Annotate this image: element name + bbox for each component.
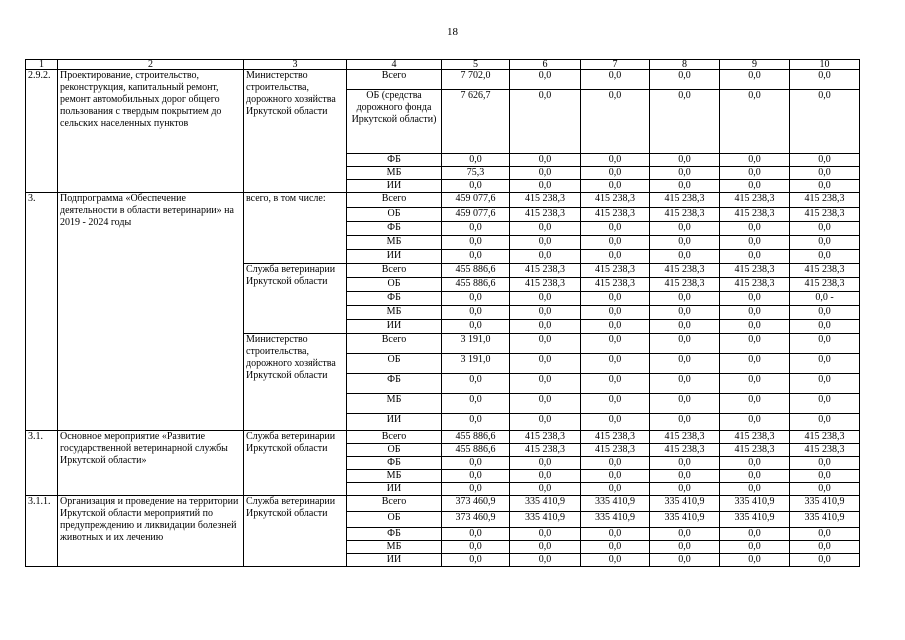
funding-source: МБ xyxy=(347,394,442,414)
amount-cell: 415 238,3 xyxy=(790,264,860,278)
amount-cell: 0,0 xyxy=(790,167,860,180)
amount-cell: 415 238,3 xyxy=(790,208,860,222)
amount-cell: 75,3 xyxy=(442,167,510,180)
amount-cell: 0,0 xyxy=(650,250,720,264)
funding-source: ИИ xyxy=(347,320,442,334)
funding-source: ИИ xyxy=(347,414,442,431)
amount-cell: 0,0 xyxy=(790,306,860,320)
amount-cell: 0,0 xyxy=(442,541,510,554)
amount-cell: 0,0 xyxy=(442,180,510,193)
amount-cell: 0,0 xyxy=(581,394,650,414)
amount-cell: 0,0 xyxy=(510,90,581,154)
amount-cell: 0,0 xyxy=(442,470,510,483)
funding-source: ФБ xyxy=(347,457,442,470)
amount-cell: 0,0 xyxy=(650,554,720,567)
item-name: Подпрограмма «Обеспечение деятельности в области ветеринарии» на 2019 - 2024 годы xyxy=(58,193,244,431)
item-code: 3. xyxy=(26,193,58,431)
amount-cell: 0,0 xyxy=(510,222,581,236)
item-name: Организация и проведение на территории Иркутской области мероприятий по предупреждению и ликвидации болезней животных и их лечению xyxy=(58,496,244,567)
column-header: 5 xyxy=(442,60,510,70)
amount-cell: 0,0 xyxy=(790,334,860,354)
amount-cell: 455 886,6 xyxy=(442,431,510,444)
funding-source: Всего xyxy=(347,431,442,444)
funding-source: ФБ xyxy=(347,154,442,167)
amount-cell: 0,0 xyxy=(442,414,510,431)
amount-cell: 0,0 xyxy=(650,154,720,167)
amount-cell: 415 238,3 xyxy=(650,431,720,444)
amount-cell: 335 410,9 xyxy=(581,496,650,512)
funding-source: ОБ xyxy=(347,278,442,292)
amount-cell: 0,0 xyxy=(581,70,650,90)
amount-cell: 0,0 xyxy=(510,292,581,306)
amount-cell: 0,0 xyxy=(581,470,650,483)
amount-cell: 0,0 xyxy=(510,554,581,567)
item-code: 3.1.1. xyxy=(26,496,58,567)
funding-source: ФБ xyxy=(347,528,442,541)
amount-cell: 0,0 xyxy=(581,90,650,154)
funding-source: МБ xyxy=(347,236,442,250)
executor-cell: Служба ветеринарии Иркутской области xyxy=(244,431,347,496)
amount-cell: 0,0 xyxy=(790,154,860,167)
amount-cell: 0,0 xyxy=(720,320,790,334)
executor-cell: Служба ветеринарии Иркутской области xyxy=(244,264,347,334)
amount-cell: 0,0 xyxy=(790,222,860,236)
amount-cell: 415 238,3 xyxy=(510,208,581,222)
funding-source: ОБ xyxy=(347,354,442,374)
funding-source: МБ xyxy=(347,470,442,483)
amount-cell: 0,0 xyxy=(790,554,860,567)
amount-cell: 0,0 xyxy=(720,154,790,167)
amount-cell: 0,0 xyxy=(442,483,510,496)
amount-cell: 0,0 xyxy=(650,457,720,470)
amount-cell: 0,0 xyxy=(510,528,581,541)
amount-cell: 0,0 xyxy=(790,541,860,554)
amount-cell: 0,0 xyxy=(790,90,860,154)
amount-cell: 0,0 xyxy=(510,354,581,374)
amount-cell: 0,0 xyxy=(720,394,790,414)
amount-cell: 0,0 xyxy=(442,154,510,167)
amount-cell: 0,0 xyxy=(720,470,790,483)
amount-cell: 0,0 xyxy=(510,470,581,483)
column-header: 1 xyxy=(26,60,58,70)
funding-source: ИИ xyxy=(347,483,442,496)
amount-cell: 3 191,0 xyxy=(442,354,510,374)
amount-cell: 415 238,3 xyxy=(581,193,650,208)
amount-cell: 0,0 xyxy=(442,528,510,541)
amount-cell: 0,0 xyxy=(790,394,860,414)
amount-cell: 0,0 xyxy=(790,250,860,264)
amount-cell: 0,0 xyxy=(650,374,720,394)
amount-cell: 0,0 xyxy=(581,292,650,306)
amount-cell: 0,0 - xyxy=(790,292,860,306)
amount-cell: 0,0 xyxy=(720,414,790,431)
table-row xyxy=(26,496,860,512)
amount-cell: 415 238,3 xyxy=(720,278,790,292)
funding-source: МБ xyxy=(347,541,442,554)
funding-source: ОБ xyxy=(347,208,442,222)
amount-cell: 0,0 xyxy=(510,306,581,320)
amount-cell: 0,0 xyxy=(442,320,510,334)
amount-cell: 335 410,9 xyxy=(720,512,790,528)
amount-cell: 0,0 xyxy=(790,236,860,250)
amount-cell: 0,0 xyxy=(510,167,581,180)
executor-cell: Министерство строительства, дорожного хозяйства Иркутской области xyxy=(244,70,347,193)
amount-cell: 415 238,3 xyxy=(581,278,650,292)
amount-cell: 335 410,9 xyxy=(720,496,790,512)
funding-source: Всего xyxy=(347,264,442,278)
amount-cell: 415 238,3 xyxy=(650,193,720,208)
amount-cell: 3 191,0 xyxy=(442,334,510,354)
amount-cell: 415 238,3 xyxy=(510,444,581,457)
amount-cell: 0,0 xyxy=(510,70,581,90)
amount-cell: 335 410,9 xyxy=(510,512,581,528)
table-row xyxy=(26,70,860,90)
amount-cell: 0,0 xyxy=(720,70,790,90)
amount-cell: 415 238,3 xyxy=(720,208,790,222)
amount-cell: 415 238,3 xyxy=(510,264,581,278)
amount-cell: 415 238,3 xyxy=(720,264,790,278)
column-header: 3 xyxy=(244,60,347,70)
column-header: 4 xyxy=(347,60,442,70)
amount-cell: 0,0 xyxy=(720,180,790,193)
amount-cell: 0,0 xyxy=(720,222,790,236)
amount-cell: 0,0 xyxy=(510,154,581,167)
amount-cell: 455 886,6 xyxy=(442,444,510,457)
amount-cell: 0,0 xyxy=(581,374,650,394)
funding-source: ИИ xyxy=(347,554,442,567)
amount-cell: 0,0 xyxy=(442,306,510,320)
amount-cell: 0,0 xyxy=(650,292,720,306)
amount-cell: 0,0 xyxy=(720,250,790,264)
table-row xyxy=(26,431,860,444)
amount-cell: 7 626,7 xyxy=(442,90,510,154)
amount-cell: 335 410,9 xyxy=(790,496,860,512)
executor-cell: Служба ветеринарии Иркутской области xyxy=(244,496,347,567)
amount-cell: 0,0 xyxy=(442,394,510,414)
amount-cell: 0,0 xyxy=(720,528,790,541)
amount-cell: 0,0 xyxy=(790,528,860,541)
amount-cell: 0,0 xyxy=(442,374,510,394)
amount-cell: 415 238,3 xyxy=(720,193,790,208)
amount-cell: 0,0 xyxy=(650,414,720,431)
amount-cell: 0,0 xyxy=(650,394,720,414)
amount-cell: 0,0 xyxy=(510,180,581,193)
amount-cell: 0,0 xyxy=(650,470,720,483)
column-header: 7 xyxy=(581,60,650,70)
amount-cell: 0,0 xyxy=(581,236,650,250)
item-name: Проектирование, строительство, реконструкция, капитальный ремонт, ремонт автомобильных дорог общего пользования с твердым покрытием до сельских населенных пунктов xyxy=(58,70,244,193)
amount-cell: 0,0 xyxy=(720,167,790,180)
budget-table xyxy=(25,59,860,567)
funding-source: ОБ xyxy=(347,512,442,528)
column-header: 8 xyxy=(650,60,720,70)
amount-cell: 0,0 xyxy=(581,354,650,374)
executor-cell: всего, в том числе: xyxy=(244,193,347,264)
amount-cell: 0,0 xyxy=(650,541,720,554)
funding-source: ИИ xyxy=(347,250,442,264)
amount-cell: 335 410,9 xyxy=(510,496,581,512)
funding-source: МБ xyxy=(347,306,442,320)
amount-cell: 455 886,6 xyxy=(442,264,510,278)
amount-cell: 0,0 xyxy=(790,414,860,431)
amount-cell: 0,0 xyxy=(790,70,860,90)
item-code: 3.1. xyxy=(26,431,58,496)
amount-cell: 0,0 xyxy=(790,354,860,374)
amount-cell: 455 886,6 xyxy=(442,278,510,292)
item-code: 2.9.2. xyxy=(26,70,58,193)
amount-cell: 0,0 xyxy=(650,320,720,334)
amount-cell: 415 238,3 xyxy=(650,444,720,457)
amount-cell: 0,0 xyxy=(720,306,790,320)
amount-cell: 415 238,3 xyxy=(581,264,650,278)
amount-cell: 0,0 xyxy=(510,236,581,250)
amount-cell: 0,0 xyxy=(581,334,650,354)
amount-cell: 335 410,9 xyxy=(581,512,650,528)
amount-cell: 0,0 xyxy=(720,554,790,567)
amount-cell: 415 238,3 xyxy=(510,193,581,208)
funding-source: ОБ xyxy=(347,444,442,457)
funding-source: ФБ xyxy=(347,292,442,306)
amount-cell: 0,0 xyxy=(720,457,790,470)
amount-cell: 0,0 xyxy=(581,554,650,567)
amount-cell: 0,0 xyxy=(581,167,650,180)
amount-cell: 0,0 xyxy=(790,180,860,193)
table-row xyxy=(26,193,860,208)
funding-source: ФБ xyxy=(347,222,442,236)
amount-cell: 0,0 xyxy=(510,250,581,264)
amount-cell: 0,0 xyxy=(581,528,650,541)
column-header: 2 xyxy=(58,60,244,70)
amount-cell: 415 238,3 xyxy=(720,431,790,444)
amount-cell: 415 238,3 xyxy=(650,208,720,222)
amount-cell: 415 238,3 xyxy=(720,444,790,457)
amount-cell: 0,0 xyxy=(650,483,720,496)
amount-cell: 0,0 xyxy=(581,306,650,320)
amount-cell: 0,0 xyxy=(510,483,581,496)
amount-cell: 415 238,3 xyxy=(510,278,581,292)
amount-cell: 415 238,3 xyxy=(581,444,650,457)
amount-cell: 0,0 xyxy=(650,306,720,320)
amount-cell: 0,0 xyxy=(650,236,720,250)
funding-source: Всего xyxy=(347,496,442,512)
funding-source: ИИ xyxy=(347,180,442,193)
amount-cell: 415 238,3 xyxy=(790,444,860,457)
amount-cell: 0,0 xyxy=(720,334,790,354)
item-name: Основное мероприятие «Развитие государственной ветеринарной службы Иркутской области» xyxy=(58,431,244,496)
amount-cell: 0,0 xyxy=(442,457,510,470)
amount-cell: 415 238,3 xyxy=(790,193,860,208)
amount-cell: 0,0 xyxy=(720,236,790,250)
amount-cell: 0,0 xyxy=(650,222,720,236)
funding-source: ФБ xyxy=(347,374,442,394)
amount-cell: 0,0 xyxy=(720,292,790,306)
amount-cell: 373 460,9 xyxy=(442,496,510,512)
amount-cell: 0,0 xyxy=(790,320,860,334)
amount-cell: 0,0 xyxy=(790,457,860,470)
amount-cell: 0,0 xyxy=(650,354,720,374)
amount-cell: 415 238,3 xyxy=(581,208,650,222)
column-header: 6 xyxy=(510,60,581,70)
amount-cell: 0,0 xyxy=(442,236,510,250)
column-header: 9 xyxy=(720,60,790,70)
amount-cell: 0,0 xyxy=(790,374,860,394)
amount-cell: 415 238,3 xyxy=(650,264,720,278)
amount-cell: 0,0 xyxy=(581,457,650,470)
amount-cell: 0,0 xyxy=(650,180,720,193)
amount-cell: 0,0 xyxy=(510,320,581,334)
amount-cell: 415 238,3 xyxy=(790,431,860,444)
amount-cell: 0,0 xyxy=(581,483,650,496)
amount-cell: 0,0 xyxy=(442,222,510,236)
amount-cell: 335 410,9 xyxy=(650,512,720,528)
amount-cell: 335 410,9 xyxy=(790,512,860,528)
amount-cell: 0,0 xyxy=(581,154,650,167)
amount-cell: 0,0 xyxy=(510,334,581,354)
amount-cell: 0,0 xyxy=(581,541,650,554)
amount-cell: 415 238,3 xyxy=(790,278,860,292)
amount-cell: 0,0 xyxy=(510,414,581,431)
amount-cell: 0,0 xyxy=(442,250,510,264)
amount-cell: 7 702,0 xyxy=(442,70,510,90)
amount-cell: 0,0 xyxy=(720,374,790,394)
funding-source: Всего xyxy=(347,334,442,354)
column-number-row xyxy=(26,60,860,70)
amount-cell: 0,0 xyxy=(650,90,720,154)
amount-cell: 415 238,3 xyxy=(510,431,581,444)
amount-cell: 373 460,9 xyxy=(442,512,510,528)
amount-cell: 415 238,3 xyxy=(650,278,720,292)
amount-cell: 0,0 xyxy=(581,414,650,431)
amount-cell: 0,0 xyxy=(790,483,860,496)
amount-cell: 0,0 xyxy=(510,457,581,470)
table-body xyxy=(26,60,860,567)
amount-cell: 0,0 xyxy=(442,292,510,306)
amount-cell: 0,0 xyxy=(720,90,790,154)
executor-cell: Министерство строительства, дорожного хозяйства Иркутской области xyxy=(244,334,347,431)
amount-cell: 0,0 xyxy=(510,541,581,554)
amount-cell: 0,0 xyxy=(581,222,650,236)
amount-cell: 0,0 xyxy=(720,354,790,374)
amount-cell: 0,0 xyxy=(720,541,790,554)
amount-cell: 0,0 xyxy=(650,70,720,90)
page-number: 18 xyxy=(447,26,458,38)
funding-source: МБ xyxy=(347,167,442,180)
amount-cell: 0,0 xyxy=(720,483,790,496)
funding-source: ОБ (средства дорожного фонда Иркутской области) xyxy=(347,90,442,154)
amount-cell: 0,0 xyxy=(790,470,860,483)
amount-cell: 0,0 xyxy=(650,334,720,354)
amount-cell: 0,0 xyxy=(510,374,581,394)
amount-cell: 0,0 xyxy=(510,394,581,414)
funding-source: Всего xyxy=(347,193,442,208)
amount-cell: 335 410,9 xyxy=(650,496,720,512)
amount-cell: 459 077,6 xyxy=(442,193,510,208)
amount-cell: 0,0 xyxy=(581,250,650,264)
column-header: 10 xyxy=(790,60,860,70)
amount-cell: 415 238,3 xyxy=(581,431,650,444)
amount-cell: 0,0 xyxy=(650,528,720,541)
amount-cell: 0,0 xyxy=(581,320,650,334)
amount-cell: 0,0 xyxy=(650,167,720,180)
funding-source: Всего xyxy=(347,70,442,90)
amount-cell: 459 077,6 xyxy=(442,208,510,222)
amount-cell: 0,0 xyxy=(442,554,510,567)
amount-cell: 0,0 xyxy=(581,180,650,193)
